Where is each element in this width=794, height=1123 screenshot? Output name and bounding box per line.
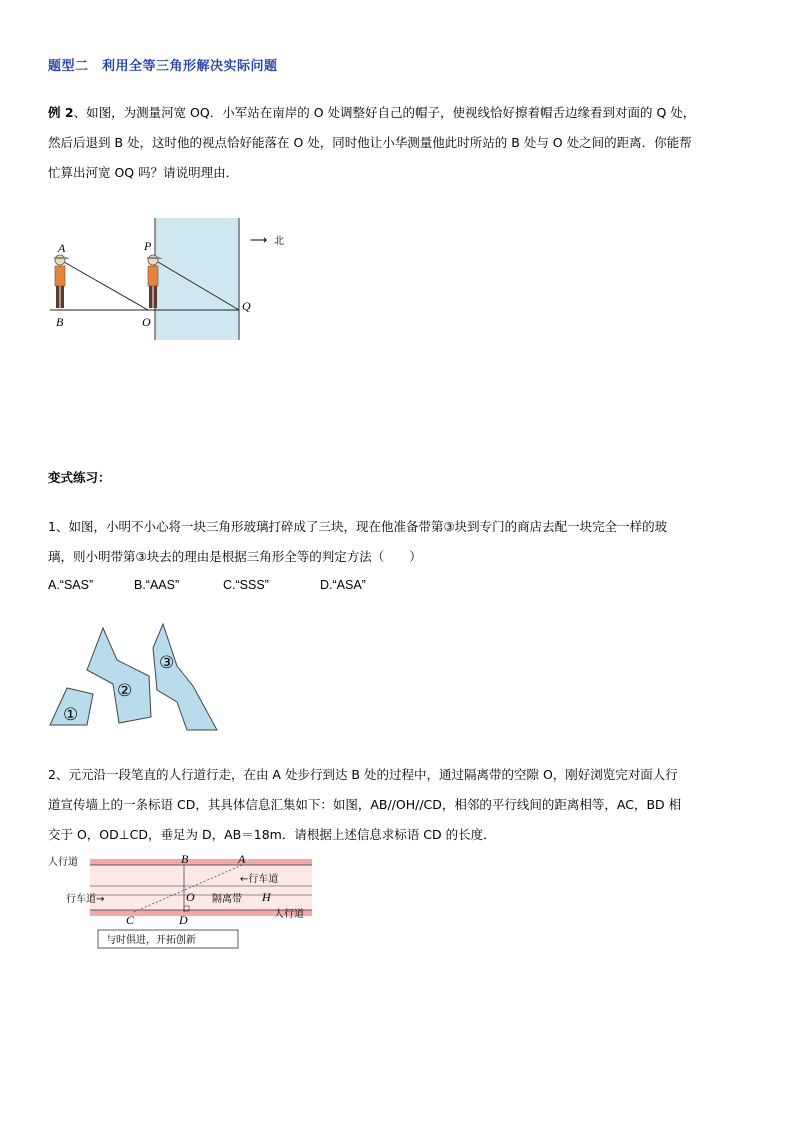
sidewalk-top-label: 人行道 xyxy=(48,857,78,868)
label-d2: D xyxy=(179,913,188,927)
example-label: 例 2 xyxy=(48,105,74,120)
question-2-line-1: 2、元元沿一段笔直的人行道行走，在由 A 处步行到达 B 处的过程中，通过隔离带的空隙 O，刚好浏览完对面人行 xyxy=(48,767,678,782)
question-1-text xyxy=(48,512,753,572)
label-b2: B xyxy=(181,852,189,866)
option-c: C.“SSS” xyxy=(223,578,269,592)
label-p: P xyxy=(144,239,152,253)
river-figure xyxy=(40,212,300,342)
label-h2: H xyxy=(262,890,271,904)
example-2-line-2: 然后后退到 B 处，这时他的视点恰好能落在 O 处，同时他让小华测量他此时所站的 B 处与 O 处之间的距离．你能帮 xyxy=(48,135,692,150)
example-2-line-1: 例 2、如图，为测量河宽 OQ．小军站在南岸的 O 处调整好自己的帽子，使视线恰好擦着帽舌边缘看到对面的 Q 处， xyxy=(48,105,696,120)
option-b: B.“AAS” xyxy=(134,578,180,592)
question-2-line-3: 交于 O，OD⊥CD，垂足为 D，AB＝18m．请根据上述信息求标语 CD 的长度． xyxy=(48,827,496,842)
example-2-text xyxy=(48,98,753,188)
lane-left-label: 行车道→ xyxy=(66,894,105,905)
piece-label-1: ① xyxy=(63,705,79,724)
sidewalk-bottom-label: 人行道 xyxy=(274,909,304,920)
label-a2: A xyxy=(238,852,246,866)
question-2-line-2: 道宣传墙上的一条标语 CD，其具体信息汇集如下：如图，AB//OH//CD，相邻的平行线间的距离相等，AC，BD 相 xyxy=(48,797,682,812)
north-label: 北 xyxy=(274,236,284,247)
sidewalk-figure xyxy=(44,852,324,956)
person-at-b xyxy=(54,255,70,308)
glass-piece-3 xyxy=(153,624,217,730)
north-arrow-icon: ⟶ xyxy=(250,233,268,247)
river-band xyxy=(155,218,239,340)
label-b: B xyxy=(56,315,64,329)
label-a: A xyxy=(58,241,66,255)
option-d: D.“ASA” xyxy=(320,578,366,592)
slogan-text: 与时俱进，开拓创新 xyxy=(106,935,196,946)
label-o: O xyxy=(142,315,151,329)
glass-piece-2 xyxy=(87,628,151,723)
piece-label-2: ② xyxy=(117,681,133,700)
example-2-line-3: 忙算出河宽 OQ 吗？请说明理由． xyxy=(48,165,239,180)
practice-title: 变式练习： xyxy=(48,470,111,485)
sightline-a-o xyxy=(64,262,148,310)
label-o2: O xyxy=(186,890,195,904)
option-a: A.“SAS” xyxy=(48,578,94,592)
label-c2: C xyxy=(126,913,135,927)
lane-right-label: ←行车道 xyxy=(240,874,279,885)
section-heading: 题型二 利用全等三角形解决实际问题 xyxy=(48,59,278,74)
question-1-line-2: 璃，则小明带第③块去的理由是根据三角形全等的判定方法（ ） xyxy=(48,549,422,564)
piece-label-3: ③ xyxy=(159,653,175,672)
question-1-line-1: 1、如图，小明不小心将一块三角形玻璃打碎成了三块，现在他准备带第③块到专门的商店去配一块完全一样的玻 xyxy=(48,519,668,534)
median-label: 隔离带 xyxy=(212,894,242,905)
broken-glass-figure xyxy=(45,620,225,732)
label-q: Q xyxy=(242,299,251,313)
sidewalk-top-strip xyxy=(90,859,312,865)
question-2-text xyxy=(48,760,756,850)
